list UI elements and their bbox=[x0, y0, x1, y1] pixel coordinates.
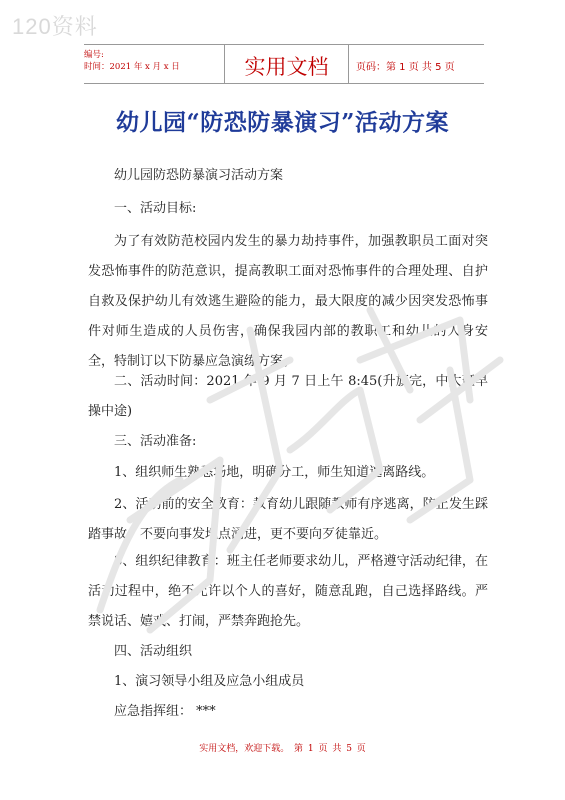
header-page-info: 页码：第 1 页 共 5 页 bbox=[356, 62, 455, 73]
header-divider bbox=[348, 45, 349, 83]
paragraph-subtitle bbox=[88, 161, 488, 191]
section-heading bbox=[88, 194, 488, 224]
document-time-label: 时间：2021 年 x 月 x 日 bbox=[84, 62, 180, 72]
paragraph: 为了有效防范校园内发生的暴力劫持事件，加强教职员工面对突发恐怖事件的防范意识，提高教职工面对恐怖事件的合理处理、自护自救及保护幼儿有效逃生避险的能力，最大限度的减少因突发恐怖事件对师生造成的人员伤害，确保我园内部的教职工和幼儿的人身安全，特制订以下防暴应急演练方案。 bbox=[88, 234, 488, 369]
paragraph: 3、组织纪律教育：班主任老师要求幼儿，严格遵守活动纪律，在活动过程中，绝不允许以个人的喜好，随意乱跑，自己选择路线。严禁说话、嬉戏、打闹，严禁奔跑抢先。 bbox=[88, 554, 488, 629]
paragraph: 2、活动前的安全教育：教育幼儿跟随教师有序逃离，防止发生踩踏事故，不要向事发地点涌进，更不要向歹徒靠近。 bbox=[88, 497, 488, 542]
header-meta bbox=[84, 49, 222, 73]
organization-item bbox=[88, 667, 488, 697]
section-heading bbox=[88, 427, 488, 457]
paragraph: 应急指挥组： *** bbox=[114, 704, 216, 719]
organization-item bbox=[88, 697, 488, 727]
paragraph: 三、活动准备: bbox=[114, 434, 197, 449]
section-heading bbox=[88, 637, 488, 667]
time-paragraph bbox=[88, 367, 488, 427]
preparation-item bbox=[88, 547, 488, 637]
document-number-label: 编号: bbox=[84, 50, 104, 60]
paragraph: 一、活动目标: bbox=[114, 201, 197, 216]
paragraph: 幼儿园防恐防暴演习活动方案 bbox=[114, 168, 284, 183]
header-center-title: 实用文档 bbox=[244, 55, 329, 79]
preparation-item bbox=[88, 490, 488, 550]
paragraph: 二、活动时间：2021 年 9 月 7 日上午 8:45(升旗完，中大班早操中途) bbox=[88, 374, 488, 419]
document-header bbox=[84, 44, 484, 84]
document-title: 幼儿园“防恐防暴演习”活动方案 bbox=[116, 109, 449, 136]
paragraph: 四、活动组织 bbox=[114, 644, 193, 659]
document-footer: 实用文档，欢迎下载。 第 1 页 共 5 页 bbox=[199, 744, 366, 754]
paragraph: 1、演习领导小组及应急小组成员 bbox=[114, 674, 305, 689]
preparation-item bbox=[88, 458, 488, 488]
paragraph: 1、组织师生熟悉场地，明确分工，师生知道逃离路线。 bbox=[114, 465, 435, 480]
objective-paragraph bbox=[88, 227, 488, 377]
site-logo: 120资料 bbox=[12, 14, 98, 39]
